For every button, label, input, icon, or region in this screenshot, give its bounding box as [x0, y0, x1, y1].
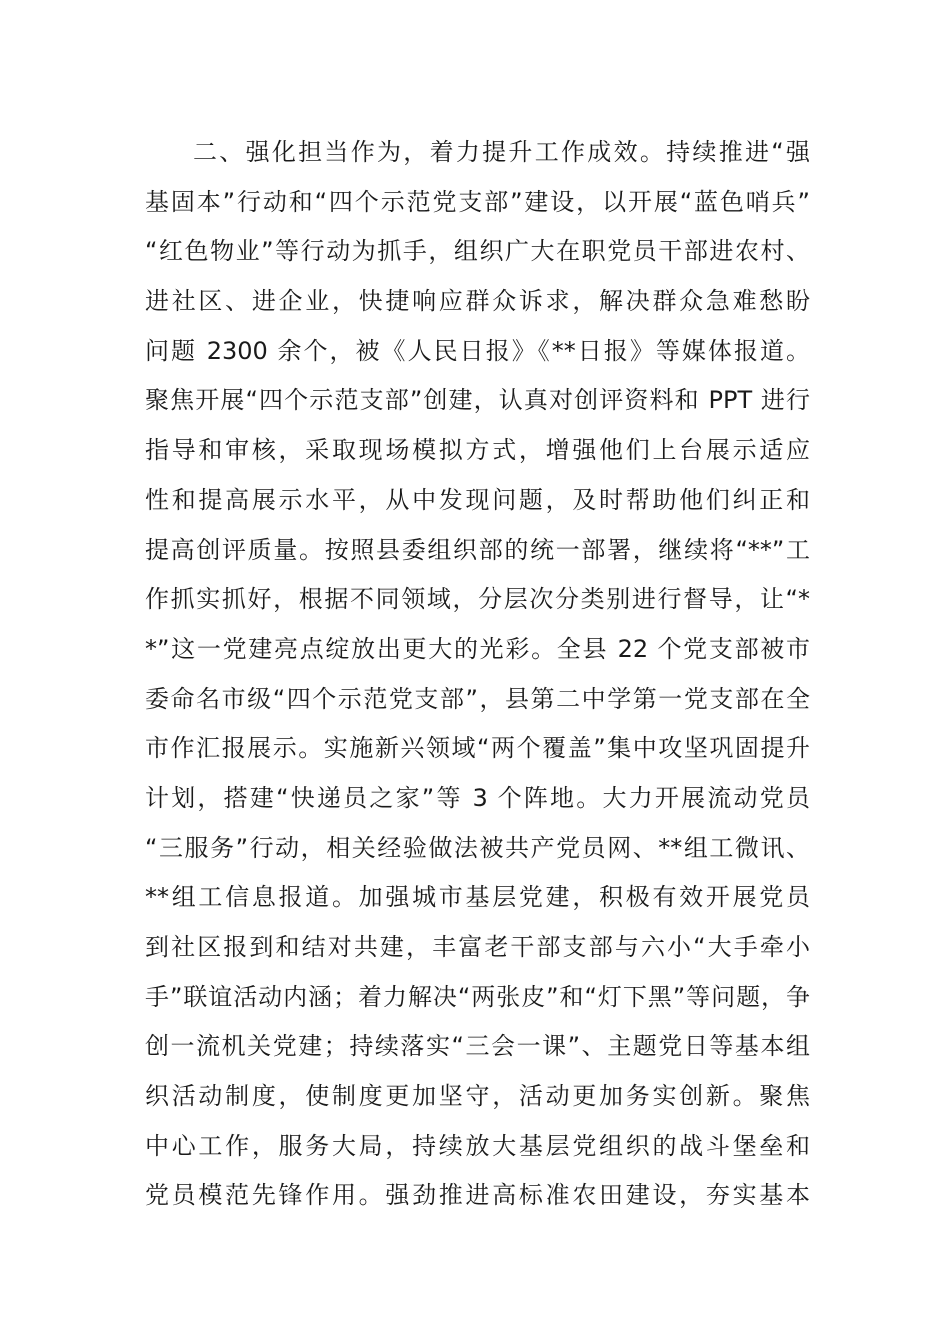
text-line: 手”联谊活动内涵；着力解决“两张皮”和“灯下黑”等问题，争: [145, 982, 810, 1011]
text-line: 中心工作，服务大局，持续放大基层党组织的战斗堡垒和: [145, 1131, 810, 1160]
text-line: 织活动制度，使制度更加坚守，活动更加务实创新。聚焦: [145, 1082, 810, 1111]
text-line: 创一流机关党建；持续落实“三会一课”、主题党日等基本组: [145, 1032, 810, 1061]
text-line: 性和提高展示水平，从中发现问题，及时帮助他们纠正和: [145, 485, 810, 514]
text-line: 基固本”行动和“四个示范党支部”建设，以开展“蓝色哨兵”: [145, 187, 810, 216]
text-line: 提高创评质量。按照县委组织部的统一部署，继续将“**”工: [145, 535, 810, 564]
text-line: 委命名市级“四个示范党支部”，县第二中学第一党支部在全: [145, 684, 810, 713]
text-line: 问题 2300 余个，被《人民日报》《**日报》等媒体报道。: [145, 336, 810, 365]
text-line: 二、强化担当作为，着力提升工作成效。持续推进“强: [193, 138, 810, 166]
text-line: *”这一党建亮点绽放出更大的光彩。全县 22 个党支部被市: [145, 634, 810, 663]
text-line: 到社区报到和结对共建，丰富老干部支部与六小“大手牵小: [145, 933, 810, 961]
text-line: 计划，搭建“快递员之家”等 3 个阵地。大力开展流动党员: [145, 783, 810, 812]
text-line: 市作汇报展示。实施新兴领域“两个覆盖”集中攻坚巩固提升: [145, 734, 810, 763]
text-line: “三服务”行动，相关经验做法被共产党员网、**组工微讯、: [145, 833, 810, 862]
text-line: **组工信息报道。加强城市基层党建，积极有效开展党员: [145, 883, 810, 912]
text-line: 指导和审核，采取现场模拟方式，增强他们上台展示适应: [145, 436, 810, 465]
text-line: 作抓实抓好，根据不同领域，分层次分类别进行督导，让“*: [145, 585, 810, 614]
text-line: 聚焦开展“四个示范支部”创建，认真对创评资料和 PPT 进行: [145, 386, 810, 415]
body-paragraph: [145, 128, 810, 1221]
text-line: 党员模范先锋作用。强劲推进高标准农田建设，夯实基本: [145, 1181, 810, 1210]
text-line: 进社区、进企业，快捷响应群众诉求，解决群众急难愁盼: [145, 287, 810, 316]
text-line: “红色物业”等行动为抓手，组织广大在职党员干部进农村、: [145, 237, 810, 266]
